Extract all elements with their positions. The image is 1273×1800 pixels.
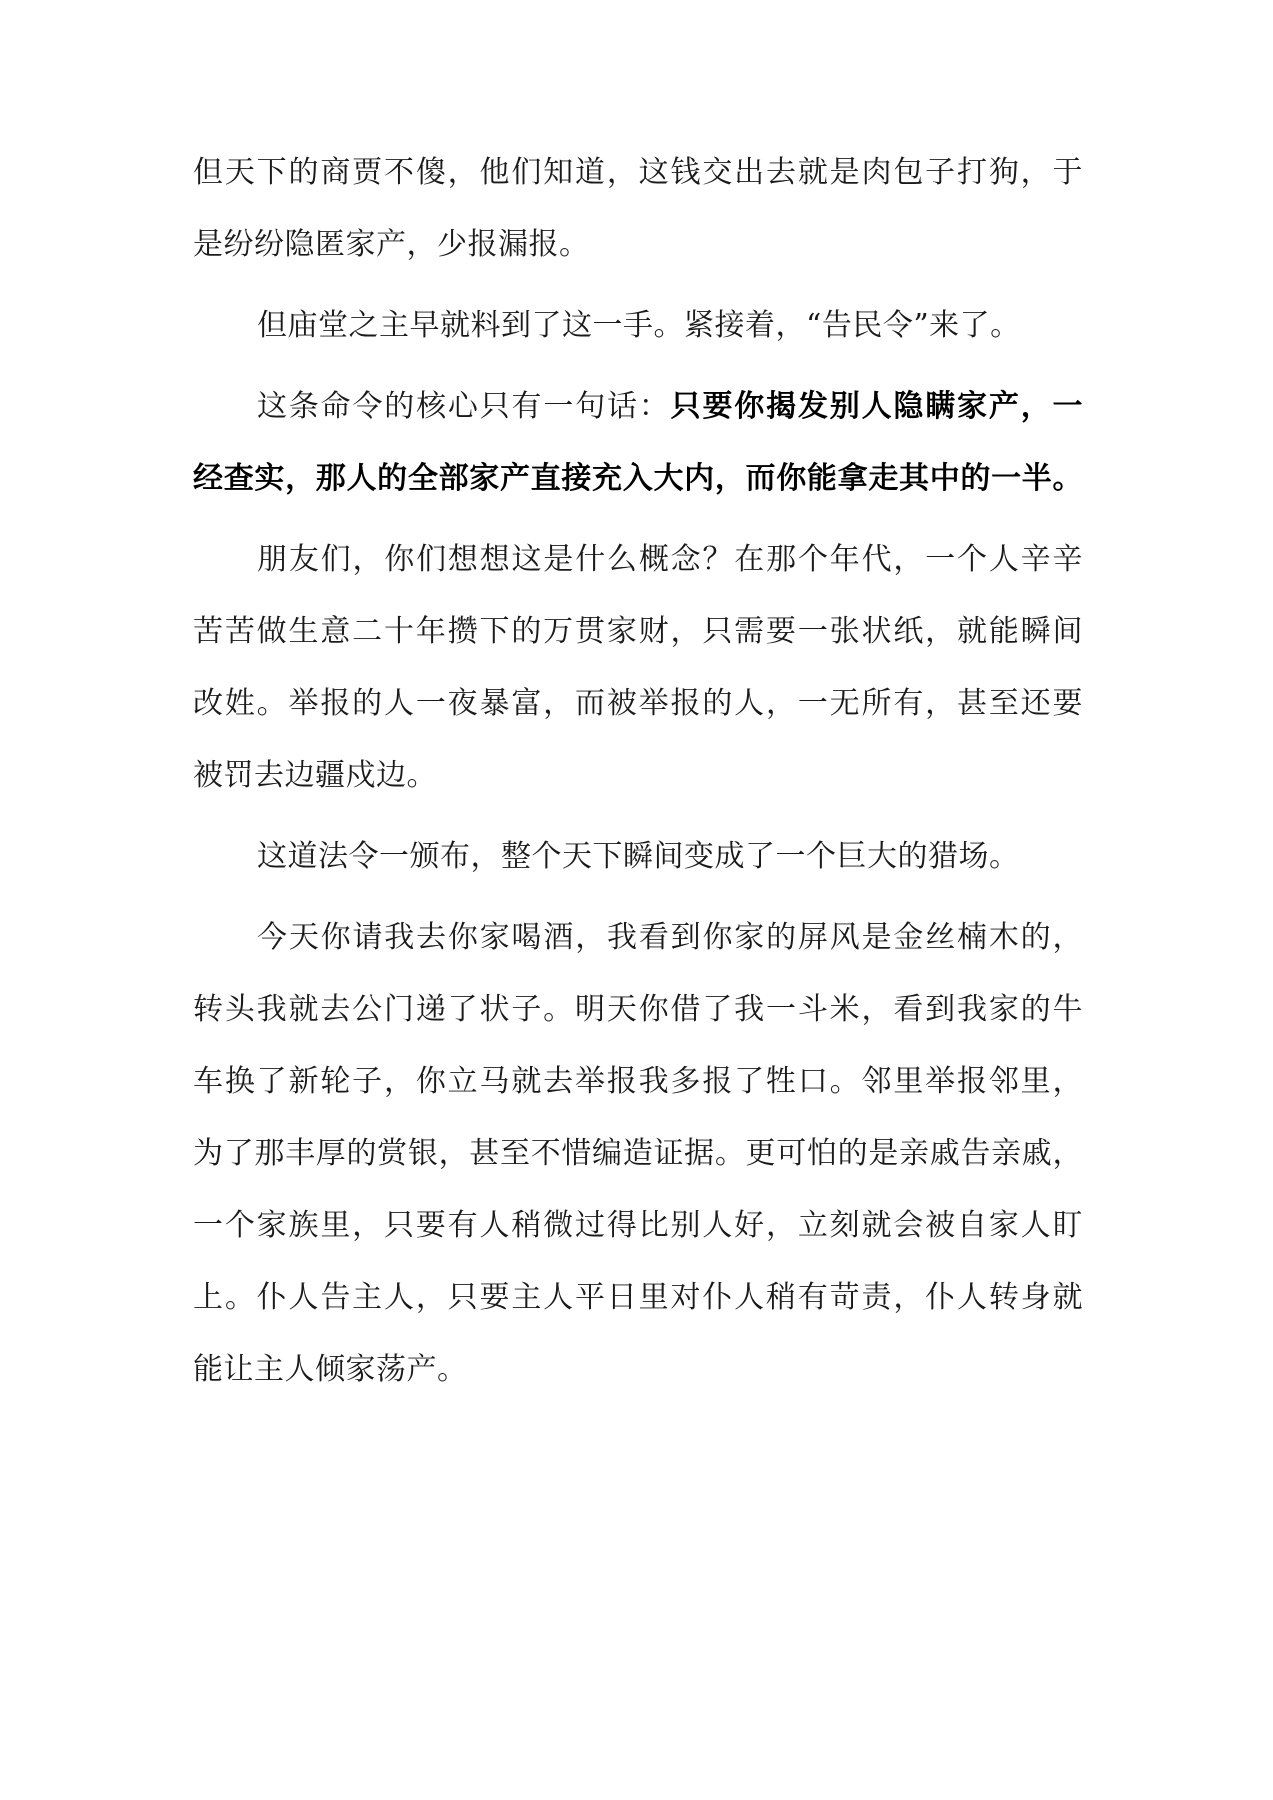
paragraph-6-line-3: 车换了新轮子，你立马就去举报我多报了牲口。邻里举报邻里，	[193, 1064, 1083, 1099]
paragraph-1-line-2: 是纷纷隐匿家产，少报漏报。	[193, 227, 590, 262]
paragraph-3-line-2: 经查实，那人的全部家产直接充入大内，而你能拿走其中的一半。	[193, 461, 1083, 496]
paragraph-4-line-2: 苦苦做生意二十年攒下的万贯家财，只需要一张状纸，就能瞬间	[193, 614, 1083, 649]
paragraph-6-line-2: 转头我就去公门递了状子。明天你借了我一斗米，看到我家的牛	[193, 992, 1083, 1027]
paragraph-2-line-1: 但庙堂之主早就料到了这一手。紧接着，“告民令”来了。	[257, 308, 1021, 343]
paragraph-3-line-1	[257, 387, 1083, 427]
paragraph-5-line-1: 这道法令一颁布，整个天下瞬间变成了一个巨大的猎场。	[257, 839, 1020, 874]
paragraph-3-normal-text: 这条命令的核心只有一句话：	[257, 389, 671, 424]
paragraph-3-bold-text: 只要你揭发别人隐瞒家产，一	[670, 389, 1084, 424]
paragraph-6-line-5: 一个家族里，只要有人稍微过得比别人好，立刻就会被自家人盯	[193, 1208, 1083, 1243]
paragraph-1-line-1: 但天下的商贾不傻，他们知道，这钱交出去就是肉包子打狗，于	[193, 155, 1083, 190]
paragraph-6-line-4: 为了那丰厚的赏银，甚至不惜编造证据。更可怕的是亲戚告亲戚，	[193, 1136, 1083, 1171]
paragraph-4-line-3: 改姓。举报的人一夜暴富，而被举报的人，一无所有，甚至还要	[193, 686, 1083, 721]
paragraph-6-line-6: 上。仆人告主人，只要主人平日里对仆人稍有苛责，仆人转身就	[193, 1280, 1083, 1315]
paragraph-6-line-1: 今天你请我去你家喝酒，我看到你家的屏风是金丝楠木的，	[257, 920, 1083, 955]
paragraph-4-line-4: 被罚去边疆戍边。	[193, 758, 437, 793]
paragraph-6-line-7: 能让主人倾家荡产。	[193, 1352, 468, 1387]
paragraph-4-line-1: 朋友们，你们想想这是什么概念？在那个年代，一个人辛辛	[257, 542, 1083, 577]
